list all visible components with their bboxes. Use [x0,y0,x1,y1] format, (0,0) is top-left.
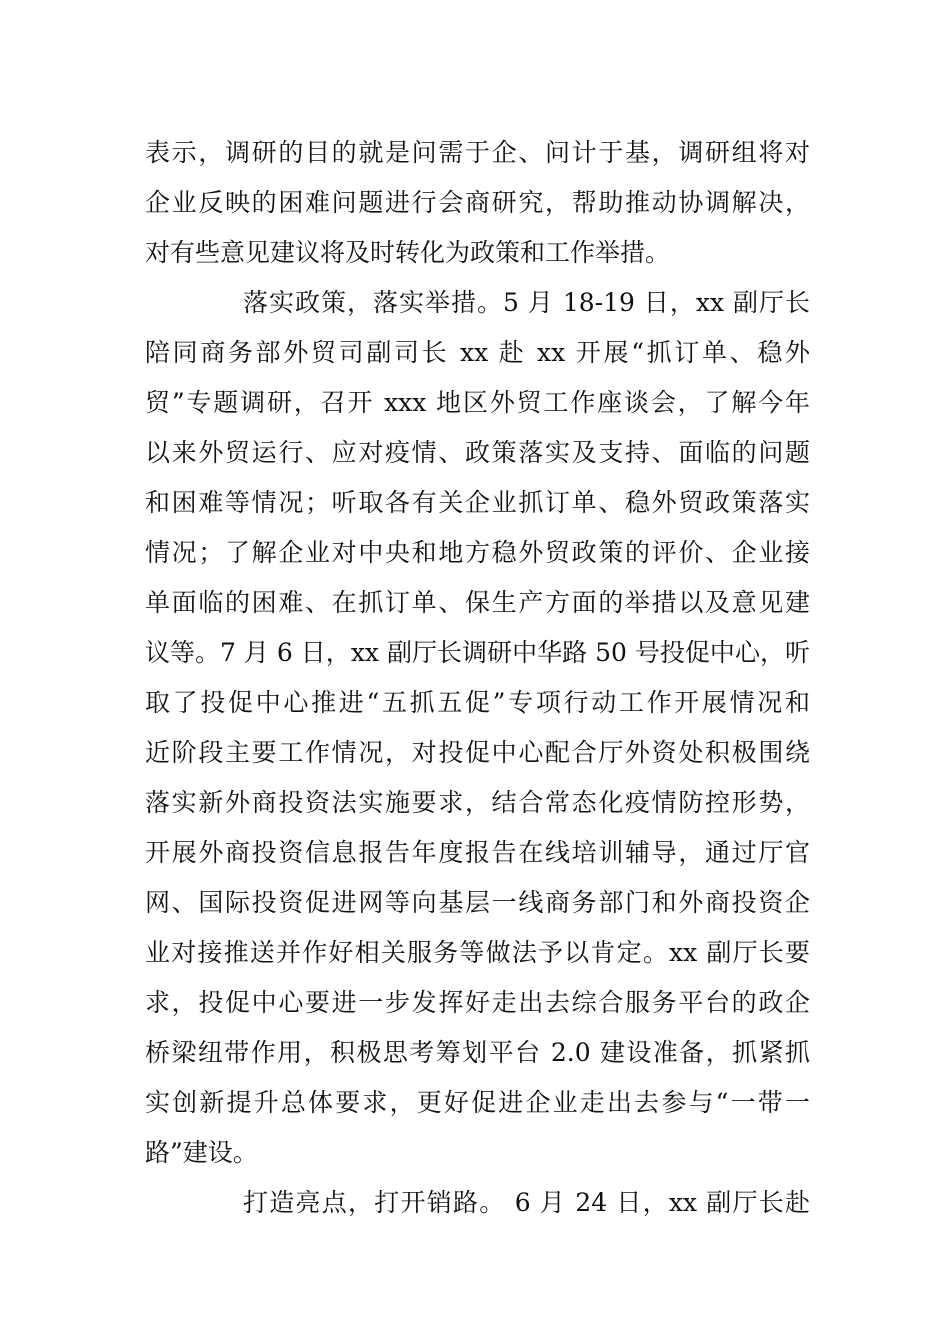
text-line: 近阶段主要工作情况，对投促中心配合厅外资处积极围绕 [145,738,810,767]
text-line: 桥梁纽带作用，积极思考筹划平台 2.0 建设准备，抓紧抓 [145,1038,810,1067]
text-line: 取了投促中心推进“五抓五促”专项行动工作开展情况和 [145,688,810,717]
text-line: 企业反映的困难问题进行会商研究，帮助推动协调解决， [145,188,810,217]
text-line: 单面临的困难、在抓订单、保生产方面的举措以及意见建 [145,588,810,617]
text-line: 议等。7 月 6 日，xx 副厅长调研中华路 50 号投促中心，听 [145,638,810,667]
text-line: 贸”专题调研，召开 xxx 地区外贸工作座谈会，了解今年 [145,388,810,417]
paragraph-start-line: 打造亮点，打开销路。 6 月 24 日，xx 副厅长赴 [243,1188,810,1217]
paragraph-start-line: 落实政策，落实举措。5 月 18-19 日，xx 副厅长 [243,288,810,317]
text-line: 对有些意见建议将及时转化为政策和工作举措。 [145,238,671,267]
text-line: 情况；了解企业对中央和地方稳外贸政策的评价、企业接 [145,538,810,567]
text-line: 以来外贸运行、应对疫情、政策落实及支持、面临的问题 [145,438,810,467]
text-line: 落实新外商投资法实施要求，结合常态化疫情防控形势， [145,788,810,817]
text-line: 表示，调研的目的就是问需于企、问计于基，调研组将对 [145,138,810,167]
text-line: 和困难等情况；听取各有关企业抓订单、稳外贸政策落实 [145,488,810,517]
text-line: 求，投促中心要进一步发挥好走出去综合服务平台的政企 [145,988,810,1017]
text-line: 业对接推送并作好相关服务等做法予以肯定。xx 副厅长要 [145,938,810,967]
text-line: 路”建设。 [145,1138,258,1167]
text-line: 陪同商务部外贸司副司长 xx 赴 xx 开展“抓订单、稳外 [145,338,810,367]
text-line: 开展外商投资信息报告年度报告在线培训辅导，通过厅官 [145,838,810,867]
text-line: 实创新提升总体要求，更好促进企业走出去参与“一带一 [145,1088,810,1117]
text-line: 网、国际投资促进网等向基层一线商务部门和外商投资企 [145,888,810,917]
